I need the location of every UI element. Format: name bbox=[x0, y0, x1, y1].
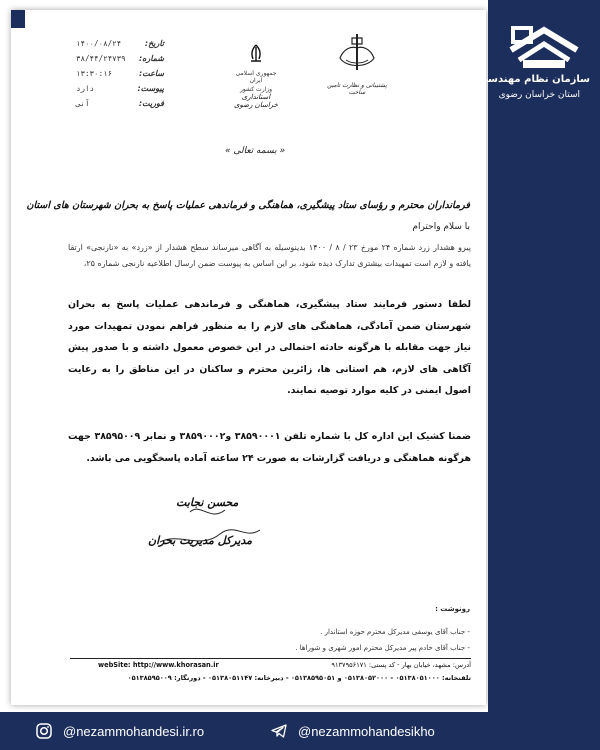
social-footer bbox=[0, 712, 600, 750]
instagram-handle[interactable]: @nezammohandesi.ir.ro bbox=[35, 722, 204, 740]
letter-recipient: فرمانداران محترم و رؤسای ستاد پیشگیری، هماهنگی و فرماندهی عملیات پاسخ به بحران شهرستان های استان bbox=[26, 200, 470, 211]
letter-paragraph-2: لطفا دستور فرمایند ستاد پیشگیری، هماهنگی و فرماندهی عملیات پاسخ به بحران شهرستان ضمن آمادگی، هماهنگی های لازم را به منظور فراهم نمودن تمهیدات مورد نیاز جهت مقابله با هرگونه حادثه احتمالی در این خصوص معمول داشته و با صدور پیش آگاهی های لازم، هم استانی ها، زائرین محترم و ساکنان در این مناطق را به رعایت اصول ایمنی در کلیه موارد توصیه نمایند. bbox=[68, 299, 471, 397]
signature-title: مدیرکل مدیریت بحران bbox=[148, 534, 253, 547]
meta-urgency: فوریت: آنی bbox=[76, 99, 164, 108]
letter-greeting: با سلام واحترام bbox=[412, 222, 470, 232]
letter-meta bbox=[76, 36, 164, 111]
nezam-logo-icon bbox=[505, 20, 583, 76]
iran-emblem-icon bbox=[245, 44, 267, 64]
corner-accent bbox=[11, 10, 25, 28]
shield-building-icon bbox=[332, 30, 382, 78]
meta-time: ساعت: ۱۳:۳۰:۱۶ bbox=[76, 69, 164, 78]
footer-rule bbox=[70, 658, 471, 659]
sidebar-org-name: سازمان نظام مهندسی ساختمان bbox=[430, 74, 590, 85]
cc-item: - جناب آقای خادم پیر مدیرکل محترم امور شهری و شوراها . bbox=[295, 644, 470, 652]
government-emblem: جمهوری اسلامی ایران وزارت کشور استانداری خراسان رضوی bbox=[231, 44, 281, 96]
telegram-icon bbox=[270, 722, 288, 740]
sidebar-org-province: استان خراسان رضوی bbox=[498, 90, 580, 100]
signature-name: محسن نجابت bbox=[176, 496, 239, 509]
letter-phones: تلفنخانه: ۰۵۱۳۸۰۵۱۰۰۰ - ۰۵۱۳۸۰۵۲۰۰۰ و ۰۵۱۳۸۵۹۵۰۵۱ - دبیرخانه: ۰۵۱۳۸۰۵۱۱۴۷ - دورنگار: ۰۵۱۳۸۵۹۵۰۰۹ bbox=[127, 674, 471, 682]
meta-number: شماره: ۳۸/۴۴/۲۴۷۳۹ bbox=[76, 54, 164, 63]
cc-item: - جناب آقای یوسفی مدیرکل محترم حوزه استاندار . bbox=[320, 628, 470, 636]
instagram-icon bbox=[35, 722, 53, 740]
passive-defense-emblem: پشتیبانی و نظارت تامین ساخت bbox=[326, 30, 388, 100]
meta-attachment: پیوست: دارد bbox=[76, 84, 164, 93]
letter-paragraph-1: پیرو هشدار زرد شماره ۲۴ مورخ ۲۳ / ۸ / ۱۴۰۰ بدینوسیله به آگاهی میرساند سطح هشدار از «زرد» به «نارنجی» ارتقا یافته و لازم است تمهیدات بیشتری تدارک دیده شود، بر این اساس به پیوست ضمن ارسال اطلاعیه نارنجی شماره ۲۵، bbox=[68, 243, 472, 268]
basmala: « بسمه تعالی » bbox=[224, 146, 286, 156]
letter-website: webSite: http://www.khorasan.ir bbox=[98, 661, 219, 669]
letter-address: آدرس: مشهد، خیابان بهار - کد پستی: ۹۱۳۷۹۵۶۱۷۱ bbox=[331, 661, 471, 669]
cc-title: رونوشت : bbox=[435, 605, 470, 613]
telegram-handle[interactable]: @nezammohandesikho bbox=[270, 722, 435, 740]
meta-date: تاریخ: ۱۴۰۰/۰۸/۲۴ bbox=[76, 39, 164, 48]
letter-paragraph-3: ضمنا کشیک این اداره کل با شماره تلفن ۳۸۵۹۰۰۰۱ و۳۸۵۹۰۰۰۲ و نمابر ۳۸۵۹۵۰۰۹ جهت هرگونه هماهنگی و دریافت گزارشات به صورت ۲۴ ساعته آماده پاسخگویی می باشد. bbox=[68, 431, 472, 464]
